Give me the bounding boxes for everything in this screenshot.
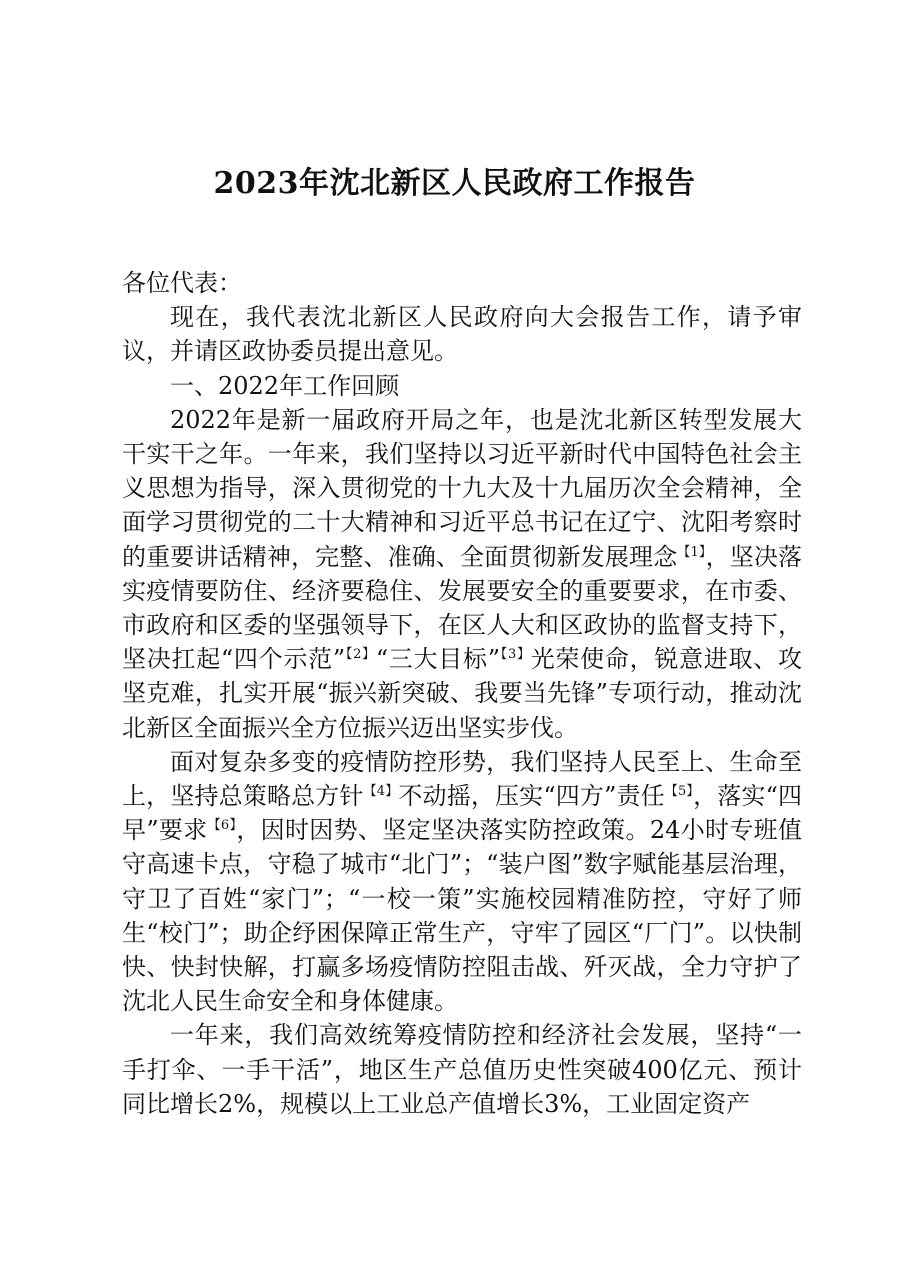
paragraph-text: 不动摇，压实“四方”责任 xyxy=(398,782,665,811)
section-heading: 一、2022年工作回顾 xyxy=(170,371,400,400)
footnote-ref-4[interactable]: 【4】 xyxy=(363,784,399,800)
footnote-ref-6[interactable]: 【6】 xyxy=(207,818,237,834)
paragraph-text: 2022年是新一届政府开局之年，也是沈北新区转型发展大干实干之年。一年来，我们坚持以习近平新时代中国特色社会主义思想为指导，深入贯彻党的十九大及十九届历次全会精神，全面学习贯彻党的二十大精神和习近平总书记在辽宁、沈阳考察时的重要讲话精神，完整、准确、全面贯彻新发展理念 xyxy=(122,405,802,571)
footnote-ref-3[interactable]: 【3】 xyxy=(500,647,531,663)
footnote-ref-2[interactable]: 【2】 xyxy=(345,647,376,663)
paragraph-text: ，落实“四早”要求 xyxy=(122,782,803,845)
salutation: 各位代表： xyxy=(122,269,242,297)
paragraph-text: 面对复杂多变的疫情防控形势，我们坚持人民至上、生命至上，坚持总策略总方针 xyxy=(122,747,802,811)
footnote-ref-1[interactable]: 【1】 xyxy=(677,544,706,560)
paragraph-epidemic xyxy=(122,745,802,1019)
footnote-ref-5[interactable]: 【5】 xyxy=(664,784,694,800)
document-title: 2023年沈北新区人民政府工作报告 xyxy=(213,166,696,201)
paragraph-text: ，坚决落实疫情要防住、经济要稳住、发展要安全的重要要求，在市委、市政府和区委的坚强领导下，在区人大和区政协的监督支持下，坚决扛起“四个示范” xyxy=(122,542,803,674)
paragraph-intro: 现在，我代表沈北新区人民政府向大会报告工作，请予审议，并请区政协委员提出意见。 xyxy=(122,303,802,366)
paragraph-review xyxy=(122,403,802,745)
document-body xyxy=(122,266,802,1121)
paragraph-text: ，因时因势、坚定坚决落实防控政策。24小时专班值守高速卡点，守稳了城市“北门”；“装户图”数字赋能基层治理，守卫了百姓“家门”；“一校一策”实施校园精准防控，守好了师生“校门”；助企纾困保障正常生产，守牢了园区“厂门”。以快制快、快封快解，打赢多场疫情防控阻击战、歼灭战，全力守护了沈北人民生命安全和身体健康。 xyxy=(122,816,802,1016)
paragraph-text: “三大目标” xyxy=(375,645,500,674)
paragraph-text: 光荣使命，锐意进取、攻坚克难，扎实开展“振兴新突破、我要当先锋”专项行动，推动沈北新区全面振兴全方位振兴迈出坚实步伐。 xyxy=(122,645,802,742)
paragraph-economy: 一年来，我们高效统筹疫情防控和经济社会发展，坚持“一手打伞、一手干活”，地区生产总值历史性突破400亿元、预计同比增长2%，规模以上工业总产值增长3%，工业固定资产 xyxy=(122,1021,802,1118)
